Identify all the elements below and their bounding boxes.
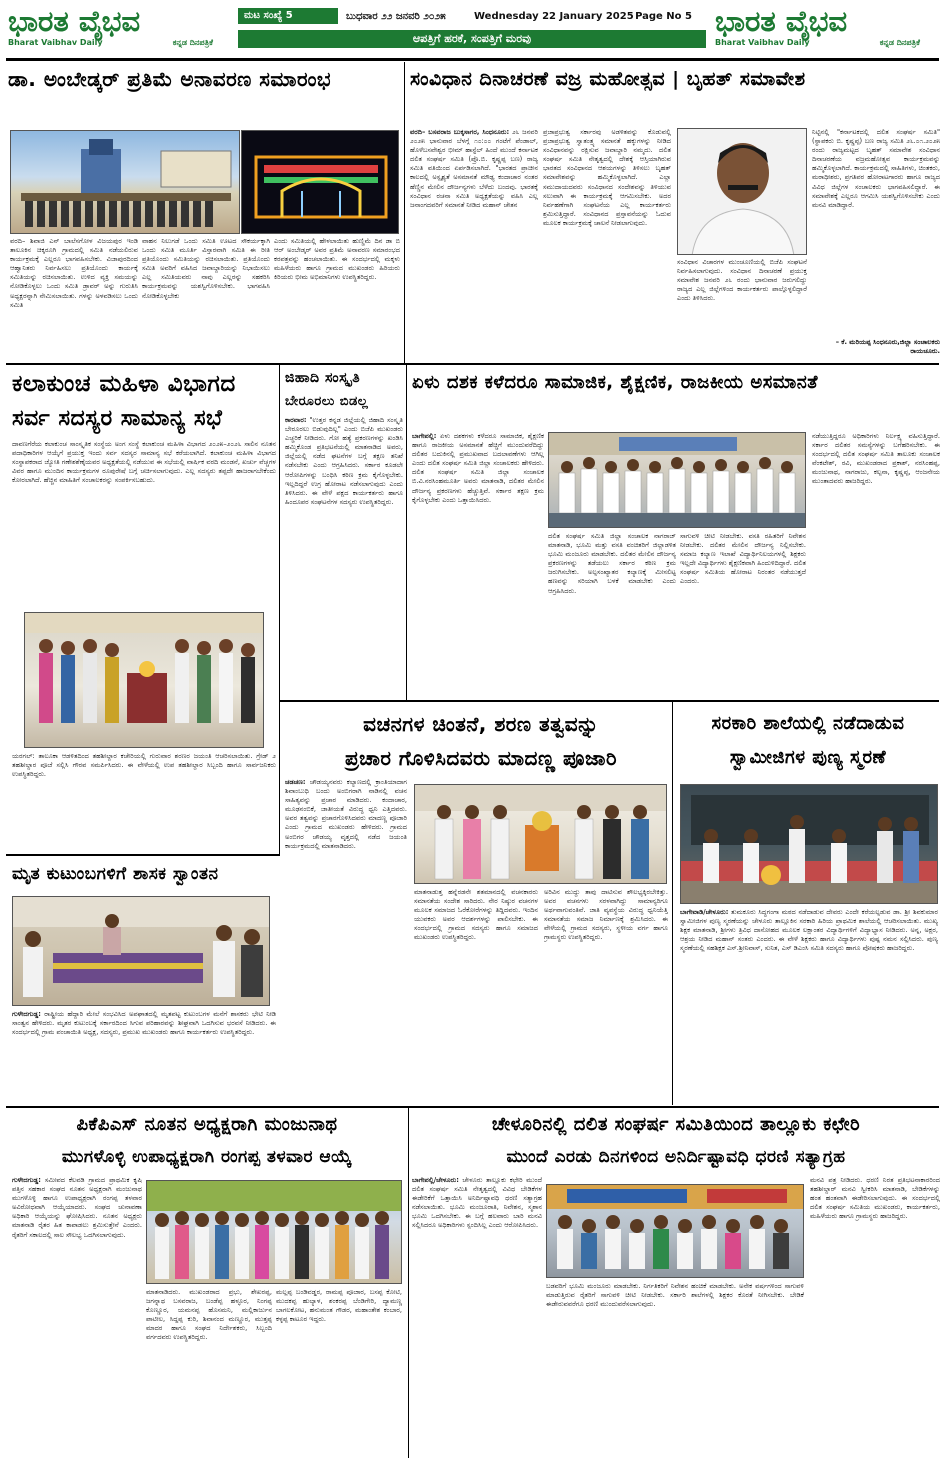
ambedkar-col1: ವರದಿ– ಶಿವಾಜಿ ಎನ್ ಬಾಲೆಸಗೋಳ ವಿಜಯಪುರ ಇಂಡಿ ತಾಲೂಕಿನ ಚಿಕ್ಕರೂಗಿ ಗ್ರಾಮದಲ್ಲಿ ಸಮಿತಿ ನಡೆಯಲಿರುವ ಕಾರ್ಯಕ್ರಮಕ್ಕೆ ಎಲ್ಲರೂ ಭಾಗವಹಿಸಬೇಕು. ವಿಜಾಪುರದಿಂದ ಆಹ್ವಾನಿತರು ನಿರ್ವಹಿಸಲು ಪ್ರತಿಯೊಂದು ಕಾರ್ಯಕ್ಕೆ ಸಮಿತಿಯನ್ನು ರಚಿಸಲಾಯಿತು. ಉಳಿದ ವ್ಯಕ್ತಿ ಸಮಯನ್ನು ನೋಡಿಕೊಳ್ಳಲು ಒಂದು ಸಮಿತಿ ಡ್ರಾವರ್ ಅನ್ನು ಗುರುತಿಸಿ ಅಧ್ಯಕ್ಷರನ್ನಾಗಿ ನೇಮಿಸಲಾಯಿತು. ಗಳನ್ನು ಅಳವಡಿಸಲು ಒಂದು ಸಮಿತಿ <box>10 237 138 309</box>
samvidhana-col2: ಪ್ರಜಾಪ್ರಭುತ್ವ ಸರ್ಕಾರವು ಅಡಳಿತವನ್ನು ಕೊಡುವಲ್ಲಿ ಪ್ರಜಾಪ್ರಭುತ್ವ ಸ್ವಾತಂತ್ರ್ಯ ಸಮಾನತೆ ಹಕ್ಕುಗಳನ್ನು ನೀಡಿದ ಸಂವಿಧಾನವನ್ನು ರಕ್ಷಿಸುವ ಜವಾಬ್ದಾರಿ ನಮ್ಮದು. ದಲಿತ ಸಂಘರ್ಷ ಸಮಿತಿ ನೇತೃತ್ವದಲ್ಲಿ ದೇಶಕ್ಕೆ ಆಸ್ತಿಯಾಗಿರುವ ಭಾರತದ ಸಂವಿಧಾನದ ಆಶಯಗಳನ್ನು ತಿಳಿಸಲು ಬೃಹತ್ ಸಮಾವೇಶವನ್ನು ಹಮ್ಮಿಕೊಳ್ಳಲಾಗಿದೆ. ಎಲ್ಲಾ ಸಮುದಾಯದವರು ಸಂವಿಧಾನದ ಸಂದೇಶವನ್ನು ತಿಳಿಯುವ ಸಲುವಾಗಿ ಈ ಕಾರ್ಯಕ್ರಮಕ್ಕೆ ಆಗಮಿಸಬೇಕು. ಅದರ ನಿರ್ವಹಣೆಗಾಗಿ ಸಂಘಟನೆಯ ಎಲ್ಲ ಕಾರ್ಯಕರ್ತರು ಶ್ರಮಿಸುತ್ತಿದ್ದಾರೆ. ಸಂವಿಧಾನದ ಪ್ರಸ್ತಾವನೆಯನ್ನು ಓದುವ ಮೂಲಕ ಕಾರ್ಯಕ್ರಮಕ್ಕೆ ಚಾಲನೆ ನೀಡಲಾಗುವುದು. <box>543 128 671 227</box>
mruta-body: ಗುಳೇದಗುಡ್ಡ: ರಾಷ್ಟ್ರೀಯ ಹೆದ್ದಾರಿ ಮೇಲೆ ಸಂಭವಿಸಿದ ಅಪಘಾತದಲ್ಲಿ ಮೃತಪಟ್ಟ ಕುಟುಂಬಗಳ ಮನೆಗೆ ಶಾಸಕರು ಭೇಟಿ ನೀಡಿ ಸಾಂತ್ವನ ಹೇಳಿದರು. ಮೃತರ ಕುಟುಂಬಕ್ಕೆ ಸರ್ಕಾರದಿಂದ ಸಿಗುವ ಪರಿಹಾರವನ್ನು ಶೀಘ್ರವಾಗಿ ಒದಗಿಸುವ ಭರವಸೆ ನೀಡಿದರು. ಈ ಸಂದರ್ಭದಲ್ಲಿ ಗ್ರಾಮ ಪಂಚಾಯಿತಿ ಅಧ್ಯಕ್ಷ, ಸದಸ್ಯರು, ಪ್ರಮುಖ ಮುಖಂಡರು ಹಾಗೂ ಕಾರ್ಯಕರ್ತರು ಉಪಸ್ಥಿತರಿದ್ದರು. <box>12 1010 276 1037</box>
rule-mruta-top <box>6 854 280 856</box>
headline-shale-line1: ಸರಕಾರಿ ಶಾಲೆಯಲ್ಲಿ ನಡೆದಾಡುವ <box>711 713 905 734</box>
samvidhana-signature: – ಕೆ. ಮರಿಯಪ್ಪ ಸಿಂಧನೂರು,ಜಿಲ್ಲಾ ಸಂಚಾಲಕರು ರಾಯಚೂರು. <box>835 338 940 355</box>
ambedkar-col2: ವಾಹನ ನಿಲುಗಡೆ ಒಂದು ಸಮಿತಿ ಊಟದ ಸೌಕರ್ಯಕ್ಕಾಗಿ ಒಂದು ಸಮಿತಿ ಮೂರ್ತಿ ವಿಸ್ತಾರವಾಗಿ ಸಮಿತಿ ಈ ರೀತಿ ಪ್ರತಿಯೊಂದು ಸಮಿತಿಯನ್ನು ರಚಿಸಲಾಯಿತು. ಪ್ರತಿಯೊಂದು ಸಮಿತಿ ಅವರಿಗೆ ವಹಿಸಿದ ಜವಾಬ್ದಾರಿಯನ್ನು ನಿಭಾಯಿಸಲು ಎಲ್ಲ ಸಮಿತಿಯವರು ನಾವು ಎಲ್ಲರನ್ನು ಸಹಕರಿಸಿ ಕಾರ್ಯಕ್ರಮವನ್ನು ಯಶಸ್ವಿಗೊಳಿಸಬೇಕು. ಭಾಗವಹಿಸಿ ನೋಡಿಕೊಳ್ಳಬೇಕು <box>142 237 270 300</box>
headline-pkps-line2: ಮುಗಳೊಳ್ಳಿ ಉಪಾಧ್ಯಕ್ಷರಾಗಿ ರಂಗಪ್ಪ ತಳವಾರ ಆಯ್ಕೆ <box>61 1147 353 1167</box>
divider-row1 <box>404 62 405 364</box>
photo-lit-gate <box>241 130 399 234</box>
pkps-col1: ಗುಳೇದಗುಡ್ಡ: ಸಮೀಪದ ಕೆಲವಡಿ ಗ್ರಾಮದ ಪ್ರಾಥಮಿಕ ಕೃಷಿ ಪತ್ತಿನ ಸಹಕಾರ ಸಂಘದ ನೂತನ ಅಧ್ಯಕ್ಷರಾಗಿ ಮಂಜುನಾಥ ಮುಗಳೊಳ್ಳಿ ಹಾಗೂ ಉಪಾಧ್ಯಕ್ಷರಾಗಿ ರಂಗಪ್ಪ ತಳವಾರ ಅವಿರೋಧವಾಗಿ ಆಯ್ಕೆಯಾದರು. ಸಂಘದ ಚುನಾವಣಾ ಅಧಿಕಾರಿ ಆಯ್ಕೆಯನ್ನು ಘೋಷಿಸಿದರು. ನೂತನ ಅಧ್ಯಕ್ಷರು ಮಾತನಾಡಿ ರೈತರ ಹಿತ ಕಾಪಾಡಲು ಶ್ರಮಿಸುತ್ತೇನೆ ಎಂದರು. ರೈತರಿಗೆ ಸಕಾಲದಲ್ಲಿ ಸಾಲ ಸೌಲಭ್ಯ ಒದಗಿಸಲಾಗುವುದು. <box>12 1176 142 1239</box>
headline-chelur-line1: ಚೇಳೂರಿನಲ್ಲಿ ದಲಿತ ಸಂಘರ್ಷ ಸಮಿತಿಯಿಂದ ತಾಲ್ಲೂಕು ಕಛೇರಿ <box>491 1114 861 1135</box>
photo-kalakunja-meeting <box>24 612 264 748</box>
elu-dashaka-col1-cont <box>412 534 544 698</box>
jihadi-body: ಕಾರವಾರ: "ಉತ್ತರ ಕನ್ನಡ ಜಿಲ್ಲೆಯಲ್ಲಿ ಜಿಹಾದಿ ಸಂಸ್ಕೃತಿ ಬೇರೂರಲು ಬಿಡುವುದಿಲ್ಲ" ಎಂದು ಬಿಜೆಪಿ ಮುಖಂಡರು ಎಚ್ಚರಿಕೆ ನೀಡಿದರು. ಗೋ ಹತ್ಯೆ ಪ್ರಕರಣಗಳನ್ನು ಖಂಡಿಸಿ ಹಮ್ಮಿಕೊಂಡ ಪ್ರತಿಭಟನೆಯಲ್ಲಿ ಮಾತನಾಡಿದ ಅವರು, ಜಿಲ್ಲೆಯಲ್ಲಿ ನಡೆದ ಘಟನೆಗಳ ಬಗ್ಗೆ ತಕ್ಷಣ ತನಿಖೆ ನಡೆಸಬೇಕು ಎಂದು ಆಗ್ರಹಿಸಿದರು. ಸರ್ಕಾರ ಕೂಡಲೇ ಆರೋಪಿಗಳನ್ನು ಬಂಧಿಸಿ ಕಠಿಣ ಕ್ರಮ ಕೈಗೊಳ್ಳಬೇಕು. ಇಲ್ಲದಿದ್ದರೆ ಉಗ್ರ ಹೋರಾಟ ನಡೆಸಲಾಗುವುದು ಎಂದು ತಿಳಿಸಿದರು. ಈ ವೇಳೆ ಪಕ್ಷದ ಕಾರ್ಯಕರ್ತರು ಹಾಗೂ ಹಿಂದೂಪರ ಸಂಘಟನೆಗಳ ಸದಸ್ಯರು ಉಪಸ್ಥಿತರಿದ್ದರು. <box>285 416 403 506</box>
chelur-col1: ಬಾಗೇಪಲ್ಲಿ/ಚೇಳೂರು: ಚೇಳೂರು ತಾಲ್ಲೂಕು ಕಛೇರಿ ಮುಂದೆ ದಲಿತ ಸಂಘರ್ಷ ಸಮಿತಿ ನೇತೃತ್ವದಲ್ಲಿ ವಿವಿಧ ಬೇಡಿಕೆಗಳ ಈಡೇರಿಕೆಗೆ ಒತ್ತಾಯಿಸಿ ಅನಿರ್ದಿಷ್ಟಾವಧಿ ಧರಣಿ ಸತ್ಯಾಗ್ರಹ ನಡೆಸಲಾಯಿತು. ಭೂಮಿ ಮಂಜೂರಾತಿ, ನಿವೇಶನ, ಸ್ಮಶಾನ ಭೂಮಿ ಒದಗಿಸಬೇಕು. ಈ ಬಗ್ಗೆ ಹಲವಾರು ಬಾರಿ ಮನವಿ ಸಲ್ಲಿಸಿದರೂ ಅಧಿಕಾರಿಗಳು ಸ್ಪಂದಿಸಿಲ್ಲ ಎಂದು ಆರೋಪಿಸಿದರು. <box>412 1176 542 1230</box>
chelur-col2: ಬಡವರಿಗೆ ಭೂಮಿ ಮಂಜೂರು ಮಾಡಬೇಕು. ನಿರ್ಗತಿಕರಿಗೆ ನಿವೇಶನ ಹಂಚಿಕೆ ಮಾಡಬೇಕು. ಅನೇಕ ವರ್ಷಗಳಿಂದ ಸಾಗುವಳಿ ಮಾಡುತ್ತಿರುವ ರೈತರಿಗೆ ಸಾಗುವಳಿ ಚೀಟಿ ನೀಡಬೇಕು. ಸರ್ಕಾರಿ ಶಾಲೆಗಳಲ್ಲಿ ಶಿಕ್ಷಕರ ಕೊರತೆ ನೀಗಿಸಬೇಕು. ಬೇಡಿಕೆ ಈಡೇರುವವರೆಗೂ ಧರಣಿ ಮುಂದುವರೆಸಲಾಗುವುದು. <box>546 1282 804 1309</box>
headline-kalakunja-line2: ಸರ್ವ ಸದಸ್ಯರ ಸಾಮಾನ್ಯ ಸಭೆ <box>12 406 223 431</box>
masthead-subtitle-en-right: Bharat Vaibhav Daily <box>715 38 810 47</box>
issue-number: ಮಟ ಸಂಖ್ಯೆ 5 <box>238 8 338 24</box>
rule-row2-mid <box>280 700 939 702</box>
page-number: Page No 5 <box>635 10 692 22</box>
divider-jihadi-elu <box>406 365 407 701</box>
headline-chelur-line2: ಮುಂದೆ ಎರಡು ದಿನಗಳಿಂದ ಅನಿರ್ದಿಷ್ಟಾವಧಿ ಧರಣಿ ಸತ್ಯಾಗ್ರಹ <box>506 1147 846 1167</box>
samvidhana-photo-caption: ಸಂವಿಧಾನ ವಿಚಾರಗಳ ಮುಂಚೂಣಿಯಲ್ಲಿ ಬಿಜೆಪಿ ಸಂಘಟನೆ ನಿರ್ವಹಿಸಲಾಗುವುದು. ಸಂವಿಧಾನ ದಿನಾಚರಣೆ ಪ್ರಯುಕ್ತ ಸಮಾವೇಶ ಜನವರಿ ೨೬ ರಂದು ಭಾನುವಾರ ಜರುಗಲಿದ್ದು ರಾಜ್ಯದ ಎಲ್ಲ ಜಿಲ್ಲೆಗಳಿಂದ ಕಾರ್ಯಕರ್ತರು ಪಾಲ್ಗೊಳ್ಳಲಿದ್ದಾರೆ ಎಂದು ತಿಳಿಸಿದರು. <box>677 258 807 303</box>
shale-body: ಬಾಗೇವಾಡಿ/ಚೇಳೂರು: ತುಮಕೂರು ಸಿದ್ಧಗಂಗಾ ಮಠದ ನಡೆದಾಡುವ ದೇವರು ಎಂದೇ ಕರೆಯಲ್ಪಡುವ ಡಾ. ಶ್ರೀ ಶಿವಕುಮಾರ ಸ್ವಾಮೀಜಿಗಳ ಪುಣ್ಯ ಸ್ಮರಣೆಯನ್ನು ಚೇಳೂರು ತಾಲ್ಲೂಕಿನ ಸರಕಾರಿ ಹಿರಿಯ ಪ್ರಾಥಮಿಕ ಶಾಲೆಯಲ್ಲಿ ಆಚರಿಸಲಾಯಿತು. ಮುಖ್ಯ ಶಿಕ್ಷಕ ಮಾತನಾಡಿ, ಶ್ರೀಗಳು ತ್ರಿವಿಧ ದಾಸೋಹದ ಮೂಲಕ ಲಕ್ಷಾಂತರ ವಿದ್ಯಾರ್ಥಿಗಳಿಗೆ ವಿದ್ಯಾಭ್ಯಾಸ ನೀಡಿದರು. ಅನ್ನ, ಅಕ್ಷರ, ಆಶ್ರಯ ನೀಡಿದ ಮಹಾನ್ ಸಂತರು ಎಂದರು. ಈ ವೇಳೆ ಶಿಕ್ಷಕರು ಹಾಗೂ ವಿದ್ಯಾರ್ಥಿಗಳು ಪುಷ್ಪ ನಮನ ಸಲ್ಲಿಸಿದರು. ಪುಣ್ಯ ಸ್ಮರಣೆಯಲ್ಲಿ ಸಹಶಿಕ್ಷಕ ಎಸ್.ಶ್ರೀನಿವಾಸ್, ಸುನಿತ, ಎಸ್ ಡಿಎಂಸಿ ಸಮಿತಿ ಸದಸ್ಯರು ಹಾಗೂ ಪೋಷಕರು ಹಾಜರಿದ್ದರು. <box>680 908 938 953</box>
headline-jihadi: ಜಿಹಾದಿ ಸಂಸ್ಕೃತಿ <box>285 370 361 386</box>
headline-ambedkar: ಡಾ. ಅಂಬೇಡ್ಕರ್ ಪ್ರತಿಮೆ ಅನಾವರಣ ಸಮಾರಂಭ <box>8 67 332 91</box>
headline-vachana-line1: ವಚನಗಳ ಚಿಂತನೆ, ಶರಣ ತತ್ವವನ್ನು <box>363 712 599 736</box>
samvidhana-col1: ವರದಿ– ಬಸವರಾಜ ಬುಕ್ಕಸಾಗರ, ಸಿಂಧನೂರು: ೨೬ ಜನವರಿ ೨೦೨೫ ಭಾನುವಾರ ಬೆಳಗ್ಗೆ ೧೦:೦೦ ಗಂಟೆಗೆ ಪೆಂಡಾಲ್, ಹೊಳೆಬಸವೇಶ್ವರ ಭೀಮ್ ಹಾಸ್ಟೆಲ್ ಹಿಂದೆ ಮುಂದೆ ಕರ್ನಾಟಕ ದಲಿತ ಸಂಘರ್ಷ ಸಮಿತಿ (ಪ್ರೊ.ಬಿ. ಕೃಷ್ಣಪ್ಪ ಬಣ) ರಾಜ್ಯ ಸಮಿತಿ ವತಿಯಿಂದ ಏರ್ಪಡಿಸಲಾಗಿದೆ. "ಭಾರತದ ಪ್ರಾಚೀನ ಕಾಲದಲ್ಲಿ ಅಸ್ಪೃಶ್ಯತೆ ಅಸಮಾನತೆ ಮೌಢ್ಯ ಕಂದಾಚಾರ ನಂತರ ಹೆಣ್ಣಿನ ಮೇಲಿನ ದೌರ್ಜನ್ಯಗಳು ಬೆಳೆದು ಬಂದವು. ಭಾರತಕ್ಕೆ ಸಂವಿಧಾನ ರಚನಾ ಸಮಿತಿ ಅಧ್ಯಕ್ಷತೆಯನ್ನು ವಹಿಸಿ ಎಲ್ಲ ಜನಾಂಗದವರಿಗೆ ಸಮಾನತೆ ನೀಡಿದ ಮಹಾನ್ ಚೇತನ <box>410 128 538 209</box>
masthead-center <box>238 8 706 56</box>
divider-vachana-shale <box>672 702 673 1105</box>
elu-dashaka-col1: ಬಾಗೇಪಲ್ಲಿ: ಏಳು ದಶಕಗಳು ಕಳೆದರೂ ಸಾಮಾಜಿಕ, ಶೈಕ್ಷಣಿಕ ಹಾಗೂ ರಾಜಕೀಯ ಅಸಮಾನತೆ ಹೆಚ್ಚಿಗೆ ಮುಂದುವರೆದಿದ್ದು ದಲಿತರ ಬದುಕಿನಲ್ಲಿ ಪ್ರಮುಖವಾದ ಬದಲಾವಣೆಗಳು ಆಗಿಲ್ಲ ಎಂದು ದಲಿತ ಸಂಘರ್ಷ ಸಮಿತಿ ಜಿಲ್ಲಾ ಸಂಚಾಲಕರು ಹೇಳಿದರು. ದಲಿತ ಸಂಘರ್ಷ ಸಮಿತಿ ಜಿಲ್ಲಾ ಸಂಚಾಲಕ ಬಿ.ವಿ.ನರಸಿಂಹಮೂರ್ತಿ ಅವರು ಮಾತನಾಡಿ, ದಲಿತರ ಮೇಲಿನ ದೌರ್ಜನ್ಯ ಪ್ರಕರಣಗಳು ಹೆಚ್ಚುತ್ತಿವೆ. ಸರ್ಕಾರ ತಕ್ಷಣ ಕ್ರಮ ಕೈಗೊಳ್ಳಬೇಕು ಎಂದು ಒತ್ತಾಯಿಸಿದರು. <box>412 432 544 504</box>
photo-ambedkar-statue <box>10 130 240 234</box>
tagline: ಆಪತ್ತಿಗೆ ಹರಕೆ, ಸಂಪತ್ತಿಗೆ ಮರವು <box>238 30 706 48</box>
ambedkar-col3: ಎಂದು ಸಮಿತಿಯಲ್ಲಿ ಹೇಳಲಾಯಿತು ಹುಣ್ಣಿಮೆ ದಿನ ಡಾ ಬಿ ಆರ್ ಅಂಬೇಡ್ಕರ್ ಅವರ ಪ್ರತಿಮೆ ಅನಾವರಣ ಸಮಾರಂಭದ ಕರಪತ್ರವನ್ನು ಹಂಚಲಾಯಿತು. ಈ ಸಂದರ್ಭದಲ್ಲಿ ಮಕ್ಕಳು ಮಹಿಳೆಯರು ಹಾಗೂ ಗ್ರಾಮದ ಮುಖಂಡರು ಹಿರಿಯರು ಕಿರಿಯರು ಭೀಮ ಅಭಿಮಾನಿಗಳು ಉಪಸ್ಥಿತರಿದ್ದರು. <box>274 237 400 282</box>
masthead-title-right: ಭಾರತ ವೈಭವ <box>715 6 848 38</box>
vachana-col1: ಚಡಚಣ: ಚೌಡಯ್ಯನವರು ಕಲ್ಯಾಣದಲ್ಲಿ ಕ್ರಾಂತಿಯಾದಾಗ ಶಿವಾಂಬುಧಿ ಬಂದು ಅಂಬಿಗರಾಗಿ ನಾಡಿನಲ್ಲಿ ವಚನ ಸಾಹಿತ್ಯವನ್ನು ಪ್ರಚಾರ ಮಾಡಿದರು. ಕಂದಾಚಾರ, ಮೂಢನಂಬಿಕೆ, ಜಾತೀಯತೆ ವಿರುದ್ಧ ಧ್ವನಿ ಎತ್ತಿದವರು. ಅವರ ತತ್ವವನ್ನು ಪ್ರಚಾರಗೊಳಿಸಿದವರು ಮಾದಣ್ಣ ಪೂಜಾರಿ ಎಂದು ಗ್ರಾಮದ ಮುಖಂಡರು ಹೇಳಿದರು. ಗ್ರಾಮದ ಅಂಬಿಗರ ಚೌಡಯ್ಯ ವೃತ್ತದಲ್ಲಿ ನಡೆದ ಜಯಂತಿ ಕಾರ್ಯಕ್ರಮದಲ್ಲಿ ಮಾತನಾಡಿದರು. <box>285 778 407 850</box>
divider-kalakunja-jihadi <box>279 365 280 855</box>
photo-portrait <box>677 128 807 255</box>
masthead-subtitle-kn-left: ಕನ್ನಡ ದಿನಪತ್ರಿಕೆ <box>172 38 213 47</box>
masthead-left <box>8 6 230 56</box>
masthead-right <box>715 6 940 56</box>
headline-elu-dashaka: ಏಳು ದಶಕ ಕಳೆದರೂ ಸಾಮಾಜಿಕ, ಶೈಕ್ಷಣಿಕ, ರಾಜಕೀಯ ಅಸಮಾನತೆ <box>412 372 819 393</box>
photo-chelur-protest <box>546 1184 804 1278</box>
elu-dashaka-col4: ನಡೆಯುತ್ತಿದ್ದರೂ ಅಧಿಕಾರಿಗಳು ನಿರ್ಲಕ್ಷ್ಯ ವಹಿಸುತ್ತಿದ್ದಾರೆ. ಸರ್ಕಾರ ದಲಿತರ ಸಮಸ್ಯೆಗಳನ್ನು ಬಗೆಹರಿಸಬೇಕು. ಈ ಸಂದರ್ಭದಲ್ಲಿ ದಲಿತ ಸಂಘರ್ಷ ಸಮಿತಿ ತಾಲೂಕು ಸಂಚಾಲಕ ವೆಂಕಟೇಶ್, ರವಿ, ಮುಖಂಡರಾದ ಪ್ರಕಾಶ್, ನರಸಿಂಹಪ್ಪ, ಮಂಜುನಾಥ, ನಾಗರಾಜು, ಕಲ್ಪನಾ, ಕೃಷ್ಣಪ್ಪ, ಆಂಜನೇಯ ಮುಂತಾದವರು ಹಾಜರಿದ್ದರು. <box>812 432 940 486</box>
masthead-subtitle-en-left: Bharat Vaibhav Daily <box>8 38 103 47</box>
divider-pkps-chelur <box>408 1108 409 1458</box>
headline-kalakunja-line1: ಕಲಾಕುಂಚ ಮಹಿಳಾ ವಿಭಾಗದ <box>12 371 236 397</box>
masthead-rule <box>6 58 939 61</box>
headline-shale-line2: ಸ್ವಾಮೀಜಿಗಳ ಪುಣ್ಯ ಸ್ಮರಣೆ <box>729 747 887 768</box>
subheadline-jihadi: ಬೇರೂರಲು ಬಿಡಲ್ಲ <box>285 394 369 409</box>
vachana-col2: ಮಾತನಾಡುತ್ತ ಹನ್ನೆರಡನೇ ಶತಮಾನದಲ್ಲಿ ವಚನಕಾರರು ಸಮಾನತೆಯ ಸಂದೇಶ ಸಾರಿದರು. ನೇರ ನಿಷ್ಠುರ ವಚನಗಳ ಮೂಲಕ ಸಮಾಜದ ಓರೆಕೋರೆಗಳನ್ನು ತಿದ್ದಿದವರು. ಇಂದಿನ ಯುವಕರು ಅವರ ಆದರ್ಶಗಳನ್ನು ಪಾಲಿಸಬೇಕು. ಈ ಸಂದರ್ಭದಲ್ಲಿ ಗ್ರಾಮದ ಸದಸ್ಯರು ಹಾಗೂ ಸಮಾಜದ ಮುಖಂಡರು ಉಪಸ್ಥಿತರಿದ್ದರು. <box>414 888 538 942</box>
samvidhana-col4: ನಿಟ್ಟಿನಲ್ಲಿ "ಕರ್ನಾಟಕದಲ್ಲಿ ದಲಿತ ಸಂಘರ್ಷ ಸಮಿತಿ" (ಸ್ಥಾಪಕರು ಬಿ. ಕೃಷ್ಣಪ್ಪ) ಬಣ ರಾಜ್ಯ ಸಮಿತಿ ೨೬.೦೧.೨೦೨೫ ರಂದು ರಾಜ್ಯಮಟ್ಟದ ಬೃಹತ್ ಸಮಾವೇಶ ಸಂವಿಧಾನ ದಿನಾಚರಣೆಯ ವಜ್ರಮಹೋತ್ಸವ ಕಾರ್ಯಕ್ರಮವನ್ನು ಹಮ್ಮಿಕೊಳ್ಳಲಾಗಿದೆ. ಕಾರ್ಯಕ್ರಮದಲ್ಲಿ ಸಾಹಿತಿಗಳು, ಚಿಂತಕರು, ಮಠಾಧೀಶರು, ಪ್ರಗತಿಪರ ಹೋರಾಟಗಾರರು ಹಾಗೂ ರಾಜ್ಯದ ವಿವಿಧ ಜಿಲ್ಲೆಗಳ ಸಂಚಾಲಕರು ಭಾಗವಹಿಸಲಿದ್ದಾರೆ. ಈ ಸಮಾವೇಶಕ್ಕೆ ಎಲ್ಲರೂ ಆಗಮಿಸಿ ಯಶಸ್ವಿಗೊಳಿಸಬೇಕು ಎಂದು ಮನವಿ ಮಾಡಿದ್ದಾರೆ. <box>812 128 940 209</box>
photo-mruta-visit <box>12 896 270 1006</box>
elu-dashaka-col3: ಸಾಗುವಳಿ ಚೀಟಿ ನೀಡಬೇಕು. ವಸತಿ ರಹಿತರಿಗೆ ನಿವೇಶನ ನೀಡಬೇಕು. ದಲಿತರ ಮೇಲಿನ ದೌರ್ಜನ್ಯ ನಿಲ್ಲಿಸಬೇಕು. ಸಮಾಜ ಕಲ್ಯಾಣ ಇಲಾಖೆ ವಿದ್ಯಾರ್ಥಿನಿಲಯಗಳಲ್ಲಿ ಶಿಕ್ಷಕರು ಇಲ್ಲದೇ ವಿದ್ಯಾರ್ಥಿಗಳು ಶೈಕ್ಷಣಿಕವಾಗಿ ಹಿಂದುಳಿದಿದ್ದಾರೆ. ದಲಿತ ಸಂಘರ್ಷ ಸಮಿತಿಯ ಹೋರಾಟ ನಿರಂತರ ನಡೆಯುತ್ತದೆ ಎಂದರು. <box>680 532 806 586</box>
photo-vachana-jayanti <box>414 784 667 884</box>
masthead-subtitle-kn-right: ಕನ್ನಡ ದಿನಪತ್ರಿಕೆ <box>879 38 920 47</box>
headline-samvidhana: ಸಂವಿಧಾನ ದಿನಾಚರಣೆ ವಜ್ರ ಮಹೋತ್ಸವ | ಬೃಹತ್ ಸಮಾವೇಶ <box>410 68 806 90</box>
kalakunja-body: ದಾವಣಗೆರೆಯ ಕಲಾಕುಂಚ ಸಾಂಸ್ಕೃತಿಕ ಸಂಸ್ಥೆಯ ಅಂಗ ಸಂಸ್ಥೆ ಕಲಾಕುಂಚ ಮಹಿಳಾ ವಿಭಾಗದ ೨೦೨೫–೨೦೨೬ ಸಾಲಿನ ನೂತನ ಪದಾಧಿಕಾರಿಗಳ ಆಯ್ಕೆಗೆ ಪ್ರಯುಕ್ತ ಇಂದು ಸರ್ವ ಸದಸ್ಯರ ಸಾಮಾನ್ಯ ಸಭೆ ಕರೆಯಲಾಗಿದೆ. ಕಲಾಕುಂಚ ಮಹಿಳಾ ವಿಭಾಗದ ಸಂಸ್ಥಾಪಕರಾದ ಜ್ಯೋತಿ ಗಣೇಶಶೆಣೈಯವರ ಅಧ್ಯಕ್ಷತೆಯಲ್ಲಿ ನಡೆಯುವ ಈ ಸಭೆಯಲ್ಲಿ ವಾರ್ಷಿಕ ವರದಿ ಮಂಡನೆ, ಖರ್ಚು ವೆಚ್ಚಗಳ ವಿವರ ಹಾಗೂ ಮುಂದಿನ ಕಾರ್ಯಕ್ರಮಗಳ ರೂಪುರೇಷೆ ಬಗ್ಗೆ ಚರ್ಚಿಸಲಾಗುವುದು. ಎಲ್ಲ ಸದಸ್ಯರು ತಪ್ಪದೇ ಹಾಜರಾಗಬೇಕೆಂದು ಕೋರಲಾಗಿದೆ. ಹೆಚ್ಚಿನ ಮಾಹಿತಿಗೆ ಸಂಚಾಲಕರನ್ನು ಸಂಪರ್ಕಿಸಬಹುದು. <box>12 440 276 485</box>
rule-row3-bottom <box>6 1106 939 1108</box>
date-english: Wednesday 22 January 2025 <box>474 10 634 22</box>
vachana-col3: ಅರಿವಿನ ಮುದ್ದು ತಾವು ದಾಟಿಸುವ ಶೌಲಭ್ಯಕ್ಕಿರಬೇಕಿತ್ತು. ಅವರ ವಚನಗಳು ಸರಳವಾಗಿದ್ದು ಸಾಮಾನ್ಯರಿಗೂ ಅರ್ಥವಾಗುವಂತಿವೆ. ಜಾತಿ ವ್ಯವಸ್ಥೆಯ ವಿರುದ್ಧ ಧ್ವನಿಯೆತ್ತಿ ಸಮಾನತೆಯ ಸಮಾಜ ನಿರ್ಮಾಣಕ್ಕೆ ಶ್ರಮಿಸಿದರು. ಈ ವೇಳೆಯಲ್ಲಿ ಗ್ರಾಮದ ಸದಸ್ಯರು, ಸ್ಥಳೀಯ ವರ್ಗ ಹಾಗೂ ಗ್ರಾಮಸ್ಥರು ಉಪಸ್ಥಿತರಿದ್ದರು. <box>544 888 668 942</box>
photo-elu-dashaka-gathering <box>548 432 806 528</box>
headline-mruta: ಮೃತ ಕುಟುಂಬಗಳಿಗೆ ಶಾಸಕ ಸ್ವಾಂತನ <box>12 864 219 884</box>
photo-school-event <box>680 784 938 904</box>
chelur-col3: ಮನವಿ ಪತ್ರ ನೀಡಿದರು. ಧರಣಿ ನಿರತ ಪ್ರತಿಭಟನಾಕಾರರಿಂದ ತಹಶೀಲ್ದಾರ್ ಮನವಿ ಸ್ವೀಕರಿಸಿ ಮಾತನಾಡಿ, ಬೇಡಿಕೆಗಳನ್ನು ಹಂತ ಹಂತವಾಗಿ ಈಡೇರಿಸಲಾಗುವುದು. ಈ ಸಂದರ್ಭದಲ್ಲಿ ದಲಿತ ಸಂಘರ್ಷ ಸಮಿತಿಯ ಮುಖಂಡರು, ಕಾರ್ಯಕರ್ತರು, ಮಹಿಳೆಯರು ಹಾಗೂ ಗ್ರಾಮಸ್ಥರು ಹಾಜರಿದ್ದರು. <box>810 1176 940 1221</box>
elu-dashaka-col2: ದಲಿತ ಸಂಘರ್ಷ ಸಮಿತಿ ಜಿಲ್ಲಾ ಸಂಚಾಲಕ ನಾಗರಾಜ್ ಮಾತನಾಡಿ, ಭೂಮಿ ಮತ್ತು ವಸತಿ ವಂಚಿತರಿಗೆ ಜಿಲ್ಲಾಡಳಿತ ಭೂಮಿ ಮಂಜೂರು ಮಾಡಬೇಕು. ದಲಿತರ ಮೇಲಿನ ದೌರ್ಜನ್ಯ ಪ್ರಕರಣಗಳನ್ನು ತಡೆಯಲು ಸರ್ಕಾರ ಕಠಿಣ ಕ್ರಮ ಜರುಗಿಸಬೇಕು. ಅಲ್ಪಸಂಖ್ಯಾತರ ಕಲ್ಯಾಣಕ್ಕೆ ಮೀಸಲಿಟ್ಟ ಹಣವನ್ನು ಸರಿಯಾಗಿ ಬಳಕೆ ಮಾಡಬೇಕು ಎಂದು ಆಗ್ರಹಿಸಿದರು. <box>548 532 676 595</box>
pkps-col2: ಮಾತನಾಡಿದರು. ಮುಖಂಡರಾದ ಪ್ರಭು, ಶೇಖರಪ್ಪ, ಜಗನ್ನಾಥ ಬಸವರಾಜ, ಬಂಡೆಪ್ಪ ಹಳ್ಳೂರ, ನಿಂಗಪ್ಪ ಕೊಣ್ಣೂರ, ಯಮನಪ್ಪ ಹೊಸಮನಿ, ಮಲ್ಲಿಕಾರ್ಜುನ ಪಾಟೀಲ, ಸಿದ್ದಪ್ಪ ಕುರಿ, ಶಿವಾನಂದ ಮಣ್ಣೂರ, ಮುತ್ತಪ್ಪ ಮಾದರ ಹಾಗೂ ಸಂಘದ ನಿರ್ದೇಶಕರು, ಸಿಬ್ಬಂದಿ ವರ್ಗದವರು ಉಪಸ್ಥಿತರಿದ್ದರು. <box>146 1288 272 1342</box>
masthead-title-left: ಭಾರತ ವೈಭವ <box>8 6 141 38</box>
pkps-col3: ಮಲ್ಲಪ್ಪ ಬಂಡಿವಡ್ಡರ, ರಾಮಪ್ಪ ಪೂಜಾರ, ಬಸಪ್ಪ ಕೋಟಿ, ಮುದಕಪ್ಪ ಹುಲ್ಯಾಳ, ಶಂಕರಪ್ಪ ಬೆಂಡಿಗೇರಿ, ದ್ಯಾಮಣ್ಣ ಬಾಗಲಕೋಟ, ಹನುಮಂತ ಗೌಡರ, ಮಹಾಂತೇಶ ಕಂಬಾರ, ಕಳ್ಳಪ್ಪ ಕಾಟೂರ ಇದ್ದರು. <box>276 1288 402 1324</box>
headline-pkps-line1: ಪಿಕೆಪಿಎಸ್ ನೂತನ ಅಧ್ಯಕ್ಷರಾಗಿ ಮಂಜುನಾಥ <box>76 1114 338 1135</box>
kalakunja-caption: ಯರಗಲ್: ತಾಲೂಕಾ ಆಡಳಿತದಿಂದ ತಹಶೀಲ್ದಾರ ಕಚೇರಿಯಲ್ಲಿ ಗುರುವಾರ ಶರಣರ ಜಯಂತಿ ಆಚರಿಸಲಾಯಿತು. ಗ್ರೇಡ್ ೨ ತಹಶೀಲ್ದಾರ ಪೂಜೆ ಸಲ್ಲಿಸಿ ಗೌರವ ಸಮರ್ಪಿಸಿದರು. ಈ ವೇಳೆಯಲ್ಲಿ ಉಪ ತಹಶೀಲ್ದಾರ ಸಿಬ್ಬಂದಿ ಹಾಗೂ ಸಾರ್ವಜನಿಕರು ಉಪಸ್ಥಿತರಿದ್ದರು. <box>12 752 276 778</box>
date-kannada: ಬುಧವಾರ ೨೨ ಜನವರಿ ೨೦೨೫ <box>346 10 446 22</box>
headline-vachana-line2: ಪ್ರಚಾರ ಗೊಳಿಸಿದವರು ಮಾದಣ್ಣ ಪೂಜಾರಿ <box>344 746 618 770</box>
photo-pkps-group <box>146 1180 402 1284</box>
rule-row1-bottom <box>6 363 939 365</box>
